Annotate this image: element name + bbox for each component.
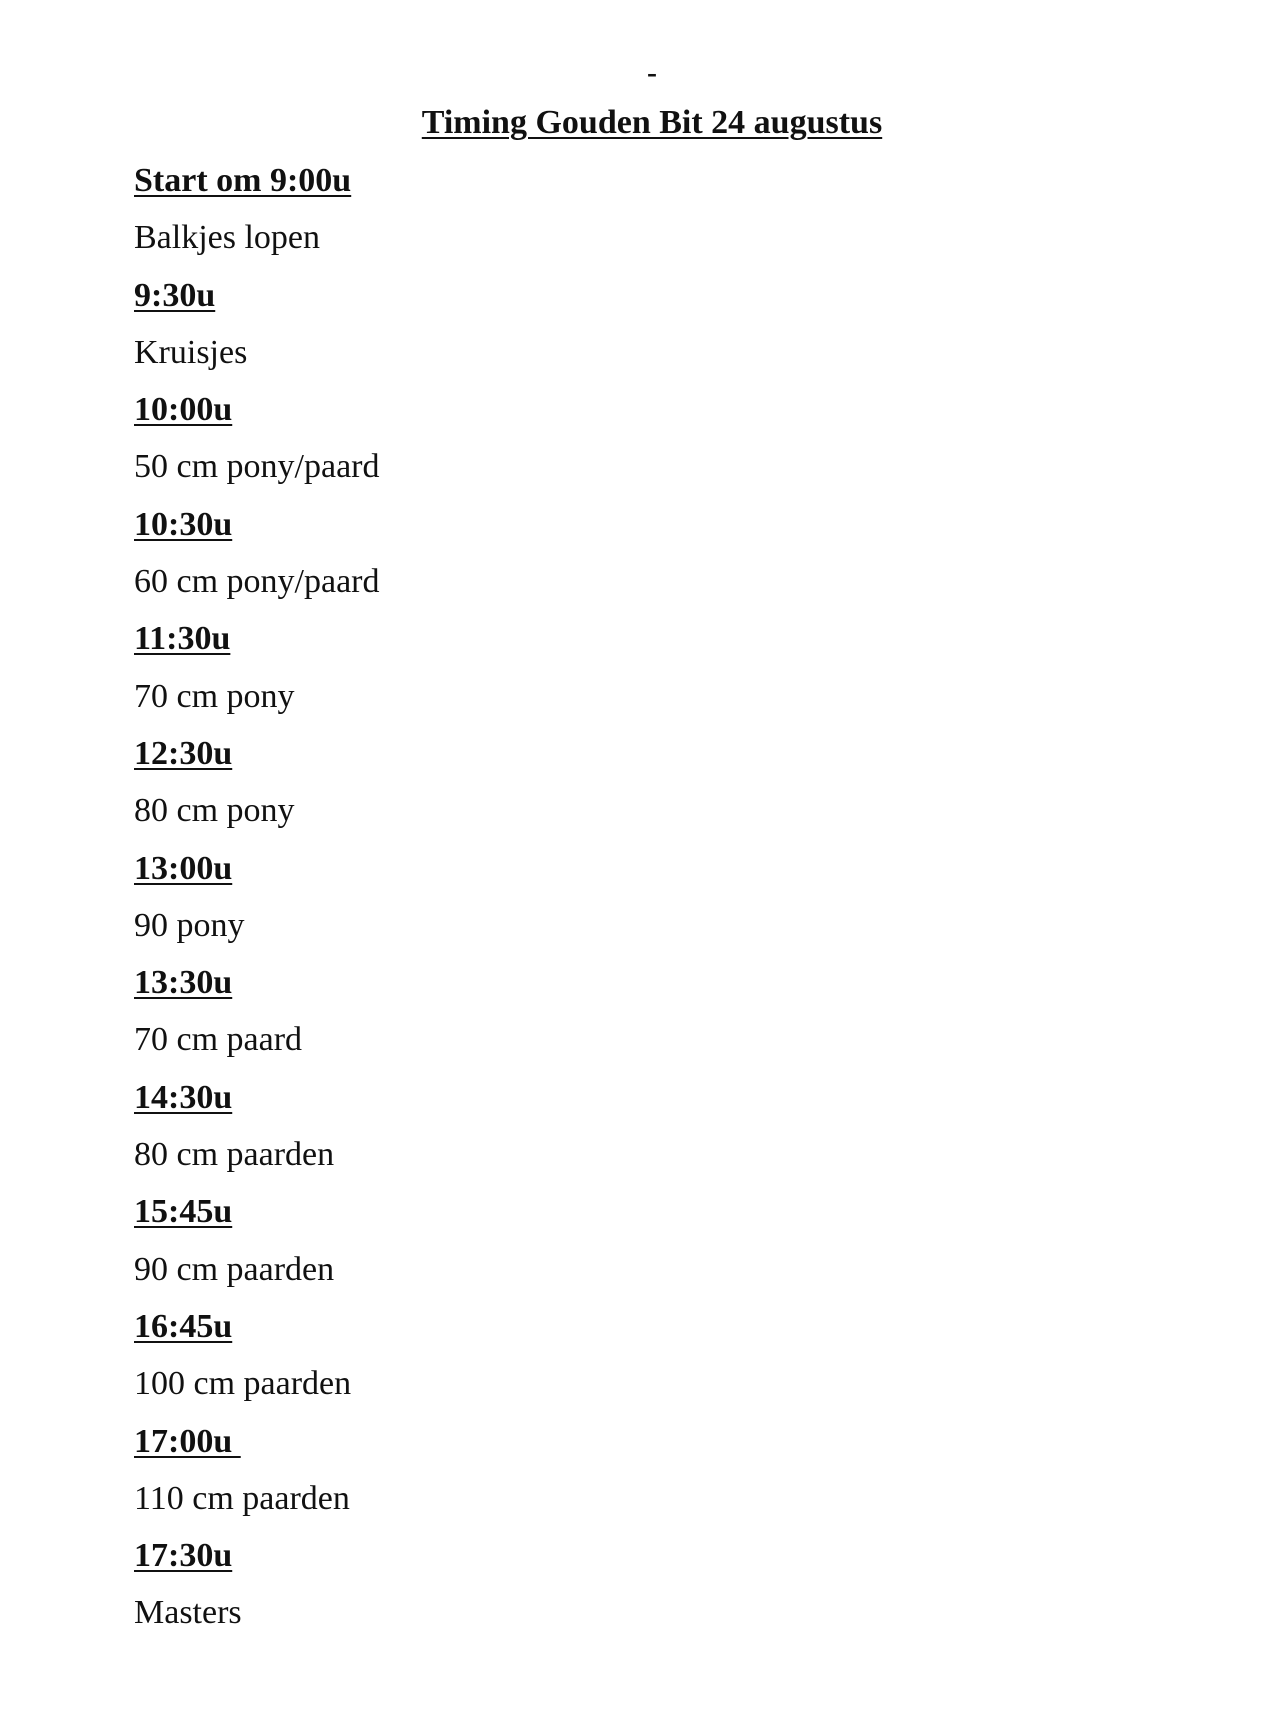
slot-event: 90 pony — [134, 906, 245, 944]
slot-time: 17:00u — [134, 1422, 241, 1460]
slot-event: 80 cm paarden — [134, 1136, 335, 1174]
schedule-slot — [134, 389, 380, 504]
slot-event: 90 cm paarden — [134, 1250, 335, 1288]
slot-time: 12:30u — [134, 734, 233, 772]
slot-time: 14:30u — [134, 1078, 233, 1116]
slot-time: 16:45u — [134, 1307, 233, 1345]
schedule-slot — [134, 618, 380, 733]
slot-time: 10:30u — [134, 505, 233, 543]
schedule-slot — [134, 1077, 380, 1192]
schedule-slot — [134, 733, 380, 848]
schedule-slot — [134, 848, 380, 963]
schedule-slot — [134, 1421, 380, 1536]
schedule-slot — [134, 962, 380, 1077]
slot-time: 10:00u — [134, 391, 233, 429]
slot-time: Start om 9:00u — [134, 162, 352, 199]
slot-time: 11:30u — [134, 620, 231, 658]
slot-time: 17:30u — [134, 1537, 233, 1575]
slot-event: 110 cm paarden — [134, 1479, 350, 1517]
slot-time: 13:00u — [134, 849, 233, 887]
top-dash: - — [647, 56, 657, 89]
slot-event: Kruisjes — [134, 333, 248, 371]
slot-event: Balkjes lopen — [134, 219, 321, 257]
schedule-slot — [134, 1535, 380, 1650]
schedule-slot — [134, 160, 380, 275]
schedule-list — [134, 160, 380, 1650]
slot-event: 100 cm paarden — [134, 1365, 352, 1403]
schedule-slot — [134, 1306, 380, 1421]
slot-event: 70 cm pony — [134, 677, 295, 715]
slot-event: 60 cm pony/paard — [134, 563, 380, 601]
schedule-slot — [134, 504, 380, 619]
slot-time: 15:45u — [134, 1193, 233, 1231]
schedule-slot — [134, 1191, 380, 1306]
slot-event: 70 cm paard — [134, 1021, 303, 1059]
slot-time: 9:30u — [134, 276, 216, 314]
document-title: Timing Gouden Bit 24 augustus — [421, 104, 883, 141]
slot-event: 80 cm pony — [134, 792, 295, 830]
schedule-slot — [134, 275, 380, 390]
slot-event: 50 cm pony/paard — [134, 448, 380, 486]
slot-event: Masters — [134, 1594, 242, 1632]
slot-time: 13:30u — [134, 964, 233, 1002]
